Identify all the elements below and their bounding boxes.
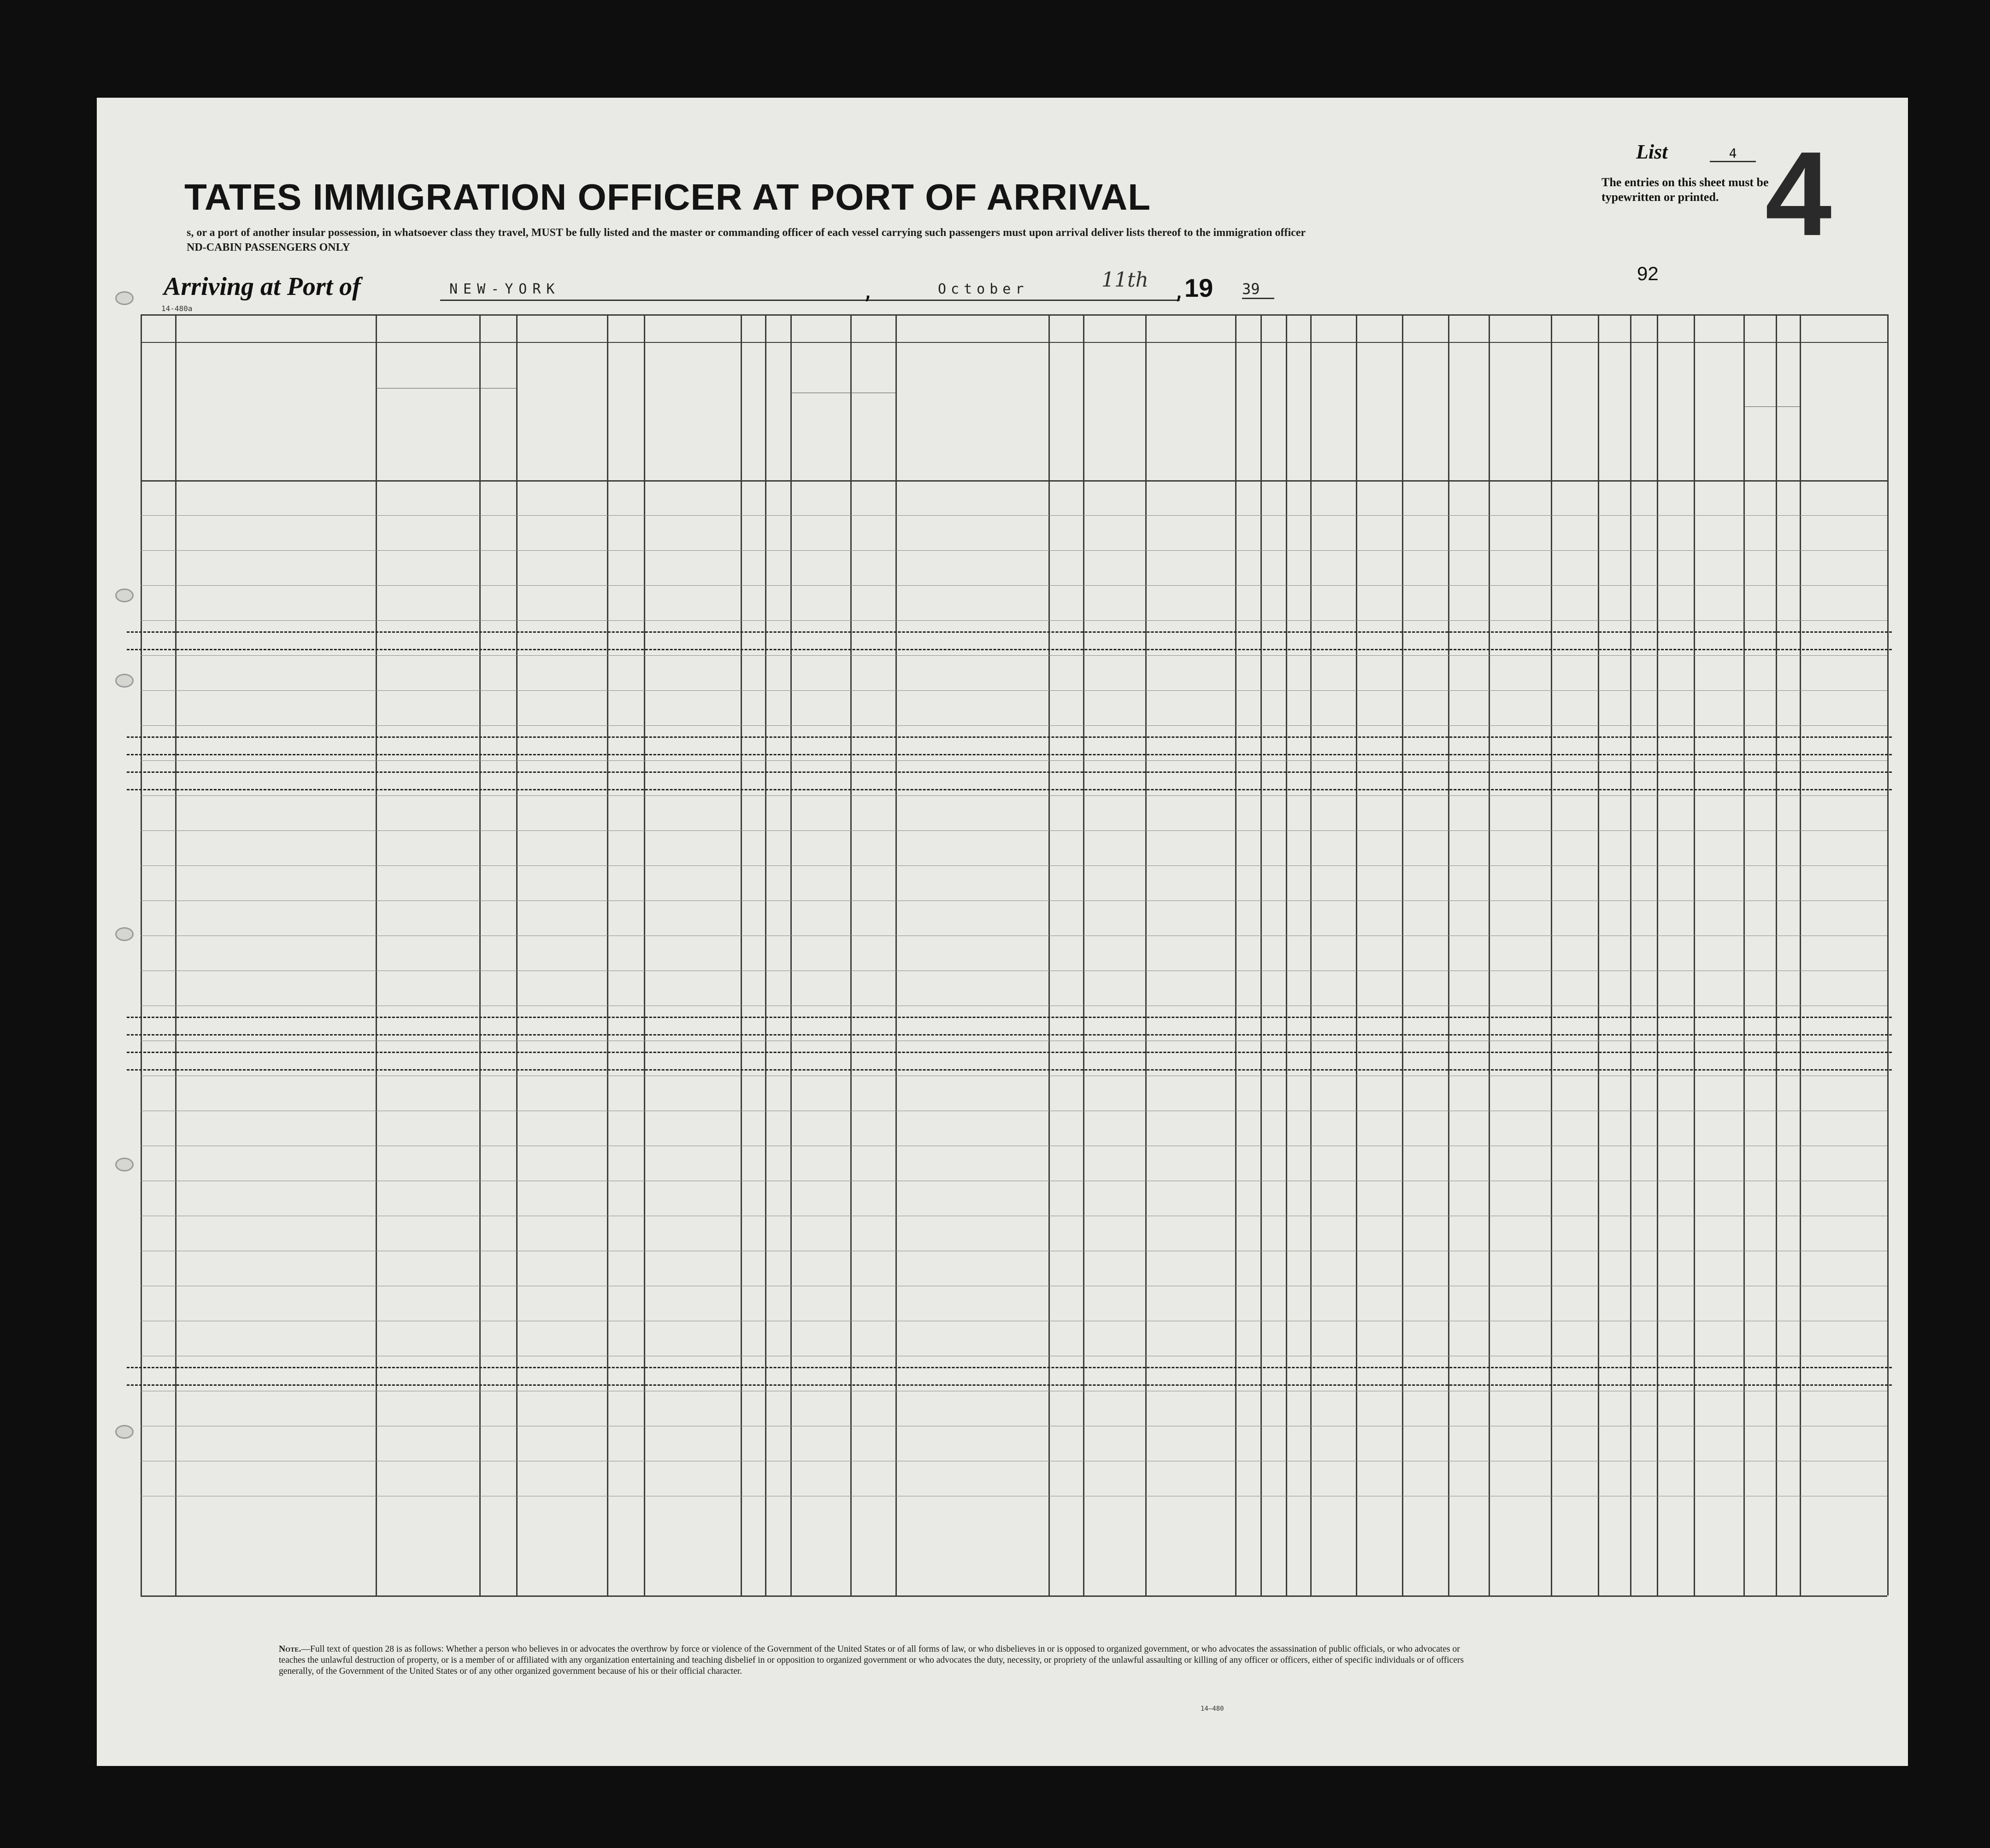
footnote-text: —Full text of question 28 is as follows: Whether a person who believes in or advocates the overthrow by force or violence of the Government of the United States or of all forms of law, or who disbelieves in or is opposed to organized government, or who advocates the assassination of public officials, or who advocates or teaches the unlawful destruction of property, or is a member of or affiliated with any organization entertaining and teaching disbelief in or opposition to organized government or who advocates the duty, necessity, or propriety of the unlawful assaulting or killing of any officer or officers, either of specific individuals or of officers generally, of the Government of the United States or of any other organized government because of his or their official character. [279,1644,1464,1676]
table-rule [141,795,1887,796]
table-rule [1145,314,1147,1595]
table-rule [141,342,1887,343]
year-prefix: 19 [1184,273,1213,302]
table-rule [141,550,1887,551]
strike-through-line [127,1017,1892,1018]
table-rule [1887,314,1889,1595]
binding-hole [115,291,134,305]
table-rule [850,314,852,1595]
table-rule [141,830,1887,831]
table-rule [479,314,481,1595]
strike-through-line [127,771,1892,773]
comma-mark-2: , [1173,280,1185,304]
table-rule [141,620,1887,621]
table-rule [1083,314,1084,1595]
footnote-code: 14—480 [1201,1705,1224,1713]
table-rule [175,314,177,1595]
table-rule [1448,314,1449,1595]
table-rule [1286,314,1287,1595]
table-rule [1260,314,1262,1595]
arrival-day: 11th [1101,268,1149,292]
table-rule [1235,314,1236,1595]
table-rule [141,690,1887,691]
year-suffix: 39 [1242,280,1274,299]
typewritten-instruction: The entries on this sheet must be typewritten or printed. [1601,176,1769,204]
form-code: 14-480a [161,304,193,313]
table-rule [1694,314,1695,1595]
table-rule [141,1595,1887,1597]
table-rule [741,314,742,1595]
footnote [279,1644,1477,1677]
list-label: List [1636,141,1668,163]
table-rule [1598,314,1599,1595]
table-rule [1551,314,1552,1595]
table-rule [1776,314,1777,1595]
table-rule [141,725,1887,726]
strike-through-line [127,1069,1892,1071]
comma-mark: , [862,280,874,304]
table-rule [141,900,1887,901]
strike-through-line [127,1052,1892,1053]
strike-through-line [127,649,1892,650]
strike-through-line [127,1384,1892,1386]
manifest-sheet [97,98,1908,1766]
subtitle-line-2: ND-CABIN PASSENGERS ONLY [187,241,350,253]
strike-through-line [127,754,1892,755]
list-number-stamp: 4 [1765,127,1832,261]
page-title: TATES IMMIGRATION OFFICER AT PORT OF ARRIVAL [184,177,1151,218]
date-underline [885,300,1180,301]
table-rule [765,314,766,1595]
table-rule [141,314,1887,316]
binding-hole [115,1425,134,1439]
strike-through-line [127,1367,1892,1368]
table-rule [1743,314,1745,1595]
table-rule [141,314,142,1595]
table-rule [1402,314,1403,1595]
table-rule [376,314,377,1595]
table-rule [141,655,1887,656]
manifest-table [141,314,1887,1605]
sheet-number: 92 [1637,263,1659,284]
table-rule [895,314,897,1595]
strike-through-line [127,736,1892,738]
table-rule [1800,314,1801,1595]
strike-through-line [127,631,1892,633]
table-rule [644,314,645,1595]
table-rule [790,314,792,1595]
arrival-month: October [938,281,1029,297]
footnote-label: Note. [279,1644,301,1654]
binding-hole [115,674,134,688]
table-rule [1048,314,1050,1595]
binding-hole [115,927,134,941]
binding-hole [115,1158,134,1171]
table-rule [141,865,1887,866]
list-number: 4 [1710,146,1756,162]
table-rule [1630,314,1631,1595]
table-rule [1744,406,1800,407]
table-rule [141,585,1887,586]
binding-hole [115,589,134,602]
table-rule [141,760,1887,761]
table-rule [516,314,518,1595]
port-name: NEW-YORK [449,281,560,297]
table-rule [1489,314,1490,1595]
table-rule [1657,314,1658,1595]
table-rule [1310,314,1312,1595]
arriving-label: Arriving at Port of [164,272,361,301]
table-rule [141,480,1887,482]
table-rule [607,314,608,1595]
strike-through-line [127,1034,1892,1036]
subtitle-line-1: s, or a port of another insular possession, in whatsoever class they travel, MUST be fully listed and the master or commanding officer of each vessel carrying such passengers must upon arrival deliver lists thereof to the immigration officer [187,227,1306,239]
table-rule [1356,314,1357,1595]
table-rule [141,515,1887,516]
strike-through-line [127,789,1892,790]
